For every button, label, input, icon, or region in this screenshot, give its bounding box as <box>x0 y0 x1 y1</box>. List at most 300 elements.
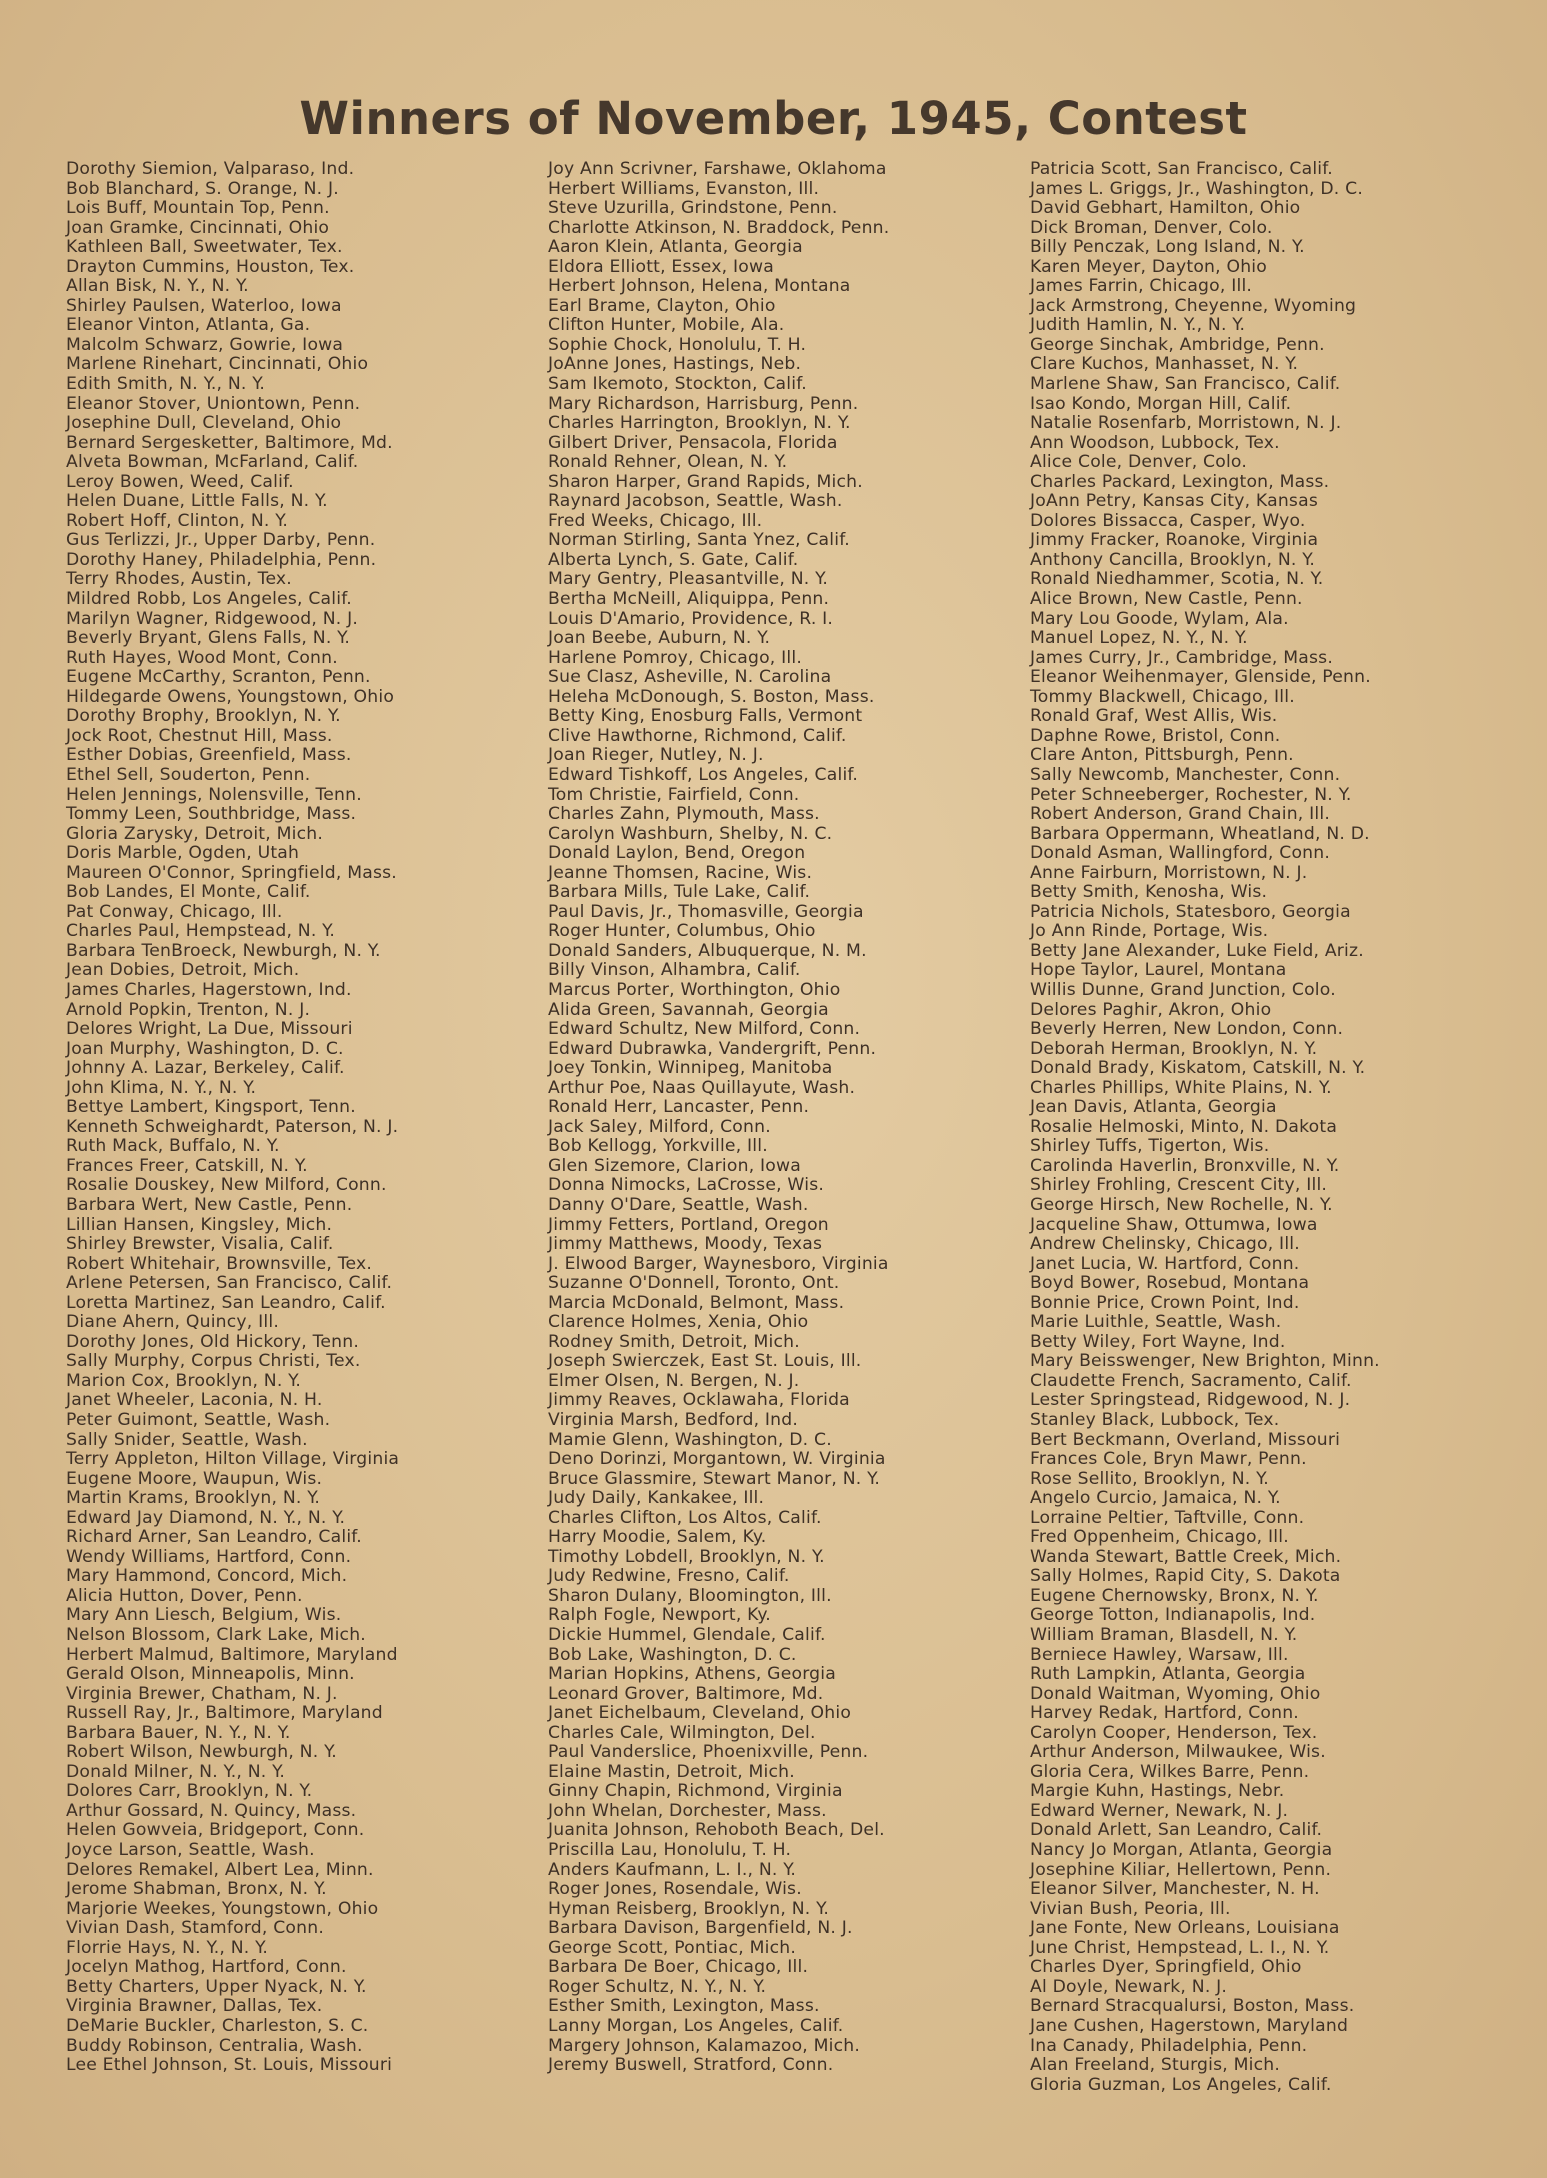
winner-entry: George Totton, Indianapolis, Ind. <box>1030 1605 1316 1626</box>
winner-entry: Willis Dunne, Grand Junction, Colo. <box>1030 979 1336 1000</box>
winner-entry: John Klima, N. Y., N. Y. <box>66 1077 257 1098</box>
winner-entry: Margery Johnson, Kalamazoo, Mich. <box>548 2035 861 2056</box>
winner-entry: DeMarie Buckler, Charleston, S. C. <box>66 2015 369 2036</box>
winner-entry: Pat Conway, Chicago, Ill. <box>66 901 283 922</box>
winner-entry: Clarence Holmes, Xenia, Ohio <box>548 1312 809 1333</box>
winner-entry: Frances Freer, Catskill, N. Y. <box>66 1155 308 1176</box>
winner-entry: Charles Harrington, Brooklyn, N. Y. <box>548 413 851 434</box>
winner-entry: Joan Murphy, Washington, D. C. <box>66 1038 344 1059</box>
winner-entry: JoAnn Petry, Kansas City, Kansas <box>1030 491 1318 512</box>
winner-entry: Bob Kellogg, Yorkville, Ill. <box>548 1136 768 1157</box>
winner-entry: Delores Remakel, Albert Lea, Minn. <box>66 1859 374 1880</box>
winner-entry: Leonard Grover, Baltimore, Md. <box>548 1683 824 1704</box>
winner-entry: Natalie Rosenfarb, Morristown, N. J. <box>1030 413 1342 434</box>
winner-entry: Joey Tonkin, Winnipeg, Manitoba <box>548 1058 833 1079</box>
winner-entry: Mary Richardson, Harrisburg, Penn. <box>548 393 859 414</box>
winner-entry: J. Elwood Barger, Waynesboro, Virginia <box>548 1253 889 1274</box>
winner-entry: Charles Cale, Wilmington, Del. <box>548 1722 816 1743</box>
winner-entry: Daphne Rowe, Bristol, Conn. <box>1030 725 1281 746</box>
winner-entry: Shirley Frohling, Crescent City, Ill. <box>1030 1175 1328 1196</box>
winner-entry: Jeanne Thomsen, Racine, Wis. <box>548 862 813 883</box>
winner-entry: Nancy Jo Morgan, Atlanta, Georgia <box>1030 1840 1333 1861</box>
winner-entry: Buddy Robinson, Centralia, Wash. <box>66 2035 363 2056</box>
winner-entry: Louis D'Amario, Providence, R. I. <box>548 608 834 629</box>
winner-entry: Lester Springstead, Ridgewood, N. J. <box>1030 1390 1351 1411</box>
winner-entry: Beverly Herren, New London, Conn. <box>1030 1019 1344 1040</box>
winner-entry: Bruce Glassmire, Stewart Manor, N. Y. <box>548 1468 880 1489</box>
winners-list <box>0 160 1547 2150</box>
winner-entry: Donald Waitman, Wyoming, Ohio <box>1030 1683 1321 1704</box>
winner-entry: Charles Clifton, Los Altos, Calif. <box>548 1507 822 1528</box>
winner-entry: Loretta Martinez, San Leandro, Calif. <box>66 1292 386 1313</box>
winner-entry: Kenneth Schweighardt, Paterson, N. J. <box>66 1116 399 1137</box>
winner-entry: Alicia Hutton, Dover, Penn. <box>66 1585 303 1606</box>
winner-entry: Marjorie Weekes, Youngstown, Ohio <box>66 1898 379 1919</box>
winner-entry: Ralph Fogle, Newport, Ky. <box>548 1605 771 1626</box>
winner-entry: Jimmy Fracker, Roanoke, Virginia <box>1030 530 1319 551</box>
winner-entry: Steve Uzurilla, Grindstone, Penn. <box>548 198 838 219</box>
winner-entry: Frances Cole, Bryn Mawr, Penn. <box>1030 1449 1307 1470</box>
winner-entry: Sam Ikemoto, Stockton, Calif. <box>548 374 807 395</box>
winner-entry: Mildred Robb, Los Angeles, Calif. <box>66 589 352 610</box>
winner-entry: Deno Dorinzi, Morgantown, W. Virginia <box>548 1449 886 1470</box>
winner-entry: Delores Paghir, Akron, Ohio <box>1030 999 1272 1020</box>
winner-entry: Heleha McDonough, S. Boston, Mass. <box>548 686 875 707</box>
winner-entry: Martin Krams, Brooklyn, N. Y. <box>66 1488 321 1509</box>
winner-entry: Eugene Chernowsky, Bronx, N. Y. <box>1030 1585 1319 1606</box>
winner-entry: Judith Hamlin, N. Y., N. Y. <box>1030 315 1246 336</box>
winner-entry: Ruth Lampkin, Atlanta, Georgia <box>1030 1664 1306 1685</box>
winner-entry: Donald Brady, Kiskatom, Catskill, N. Y. <box>1030 1058 1366 1079</box>
winner-entry: Claudette French, Sacramento, Calif. <box>1030 1370 1352 1391</box>
winner-entry: Marlene Rinehart, Cincinnati, Ohio <box>66 354 369 375</box>
winner-entry: Billy Penczak, Long Island, N. Y. <box>1030 237 1305 258</box>
winner-entry: Betty Charters, Upper Nyack, N. Y. <box>66 1976 367 1997</box>
winner-entry: Mary Gentry, Pleasantville, N. Y. <box>548 569 828 590</box>
winners-column-1 <box>66 160 516 2076</box>
winner-entry: Clare Anton, Pittsburgh, Penn. <box>1030 745 1294 766</box>
winner-entry: Sophie Chock, Honolulu, T. H. <box>548 334 807 355</box>
winner-entry: Dorothy Siemion, Valparaso, Ind. <box>66 159 355 179</box>
winner-entry: George Hirsch, New Rochelle, N. Y. <box>1030 1194 1333 1215</box>
winner-entry: Robert Hoff, Clinton, N. Y. <box>66 510 289 531</box>
winner-entry: David Gebhart, Hamilton, Ohio <box>1030 198 1301 219</box>
winner-entry: Anders Kaufmann, L. I., N. Y. <box>548 1859 797 1880</box>
winner-entry: Marcus Porter, Worthington, Ohio <box>548 979 841 1000</box>
winner-entry: Gloria Cera, Wilkes Barre, Penn. <box>1030 1761 1310 1782</box>
winner-entry: Danny O'Dare, Seattle, Wash. <box>548 1194 809 1215</box>
winner-entry: Eleanor Silver, Manchester, N. H. <box>1030 1879 1320 1900</box>
winner-entry: Alice Cole, Denver, Colo. <box>1030 452 1247 473</box>
winner-entry: Suzanne O'Donnell, Toronto, Ont. <box>548 1273 840 1294</box>
winner-entry: Judy Daily, Kankakee, Ill. <box>548 1488 765 1509</box>
winner-entry: Joyce Larson, Seattle, Wash. <box>66 1840 315 1861</box>
winner-entry: Marlene Shaw, San Francisco, Calif. <box>1030 374 1341 395</box>
winner-entry: Peter Schneeberger, Rochester, N. Y. <box>1030 784 1352 805</box>
winner-entry: Jo Ann Rinde, Portage, Wis. <box>1030 921 1269 942</box>
winner-entry: Donald Laylon, Bend, Oregon <box>548 843 806 864</box>
winner-entry: Eugene McCarthy, Scranton, Penn. <box>66 667 371 688</box>
winner-entry: Drayton Cummins, Houston, Tex. <box>66 256 355 277</box>
winner-entry: Mary Lou Goode, Wylam, Ala. <box>1030 608 1289 629</box>
winner-entry: Ruth Hayes, Wood Mont, Conn. <box>66 647 338 668</box>
winner-entry: Bonnie Price, Crown Point, Ind. <box>1030 1292 1300 1313</box>
winner-entry: Virginia Brewer, Chatham, N. J. <box>66 1683 338 1704</box>
winner-entry: Doris Marble, Ogden, Utah <box>66 843 300 864</box>
winner-entry: Jane Cushen, Hagerstown, Maryland <box>1030 2015 1349 2036</box>
winner-entry: Jock Root, Chestnut Hill, Mass. <box>66 725 333 746</box>
winner-entry: Jack Armstrong, Cheyenne, Wyoming <box>1030 295 1357 316</box>
winner-entry: Barbara Bauer, N. Y., N. Y. <box>66 1722 291 1743</box>
winner-entry: Marie Luithle, Seattle, Wash. <box>1030 1312 1282 1333</box>
winner-entry: JoAnne Jones, Hastings, Neb. <box>548 354 802 375</box>
winner-entry: Bernard Sergesketter, Baltimore, Md. <box>66 432 393 453</box>
winner-entry: Andrew Chelinsky, Chicago, Ill. <box>1030 1234 1300 1255</box>
winner-entry: Bernard Stracqualursi, Boston, Mass. <box>1030 1996 1355 2017</box>
winner-entry: George Scott, Pontiac, Mich. <box>548 1937 796 1958</box>
winner-entry: Paul Vanderslice, Phoenixville, Penn. <box>548 1742 869 1763</box>
winner-entry: Janet Lucia, W. Hartford, Conn. <box>1030 1253 1300 1274</box>
winner-entry: William Braman, Blasdell, N. Y. <box>1030 1625 1298 1646</box>
winner-entry: Shirley Paulsen, Waterloo, Iowa <box>66 295 342 316</box>
winner-entry: Bob Landes, El Monte, Calif. <box>66 882 311 903</box>
winner-entry: Barbara TenBroeck, Newburgh, N. Y. <box>66 940 381 961</box>
winner-entry: Donna Nimocks, LaCrosse, Wis. <box>548 1175 825 1196</box>
winner-entry: Arthur Poe, Naas Quillayute, Wash. <box>548 1077 856 1098</box>
winner-entry: Charles Phillips, White Plains, N. Y. <box>1030 1077 1332 1098</box>
winner-entry: Al Doyle, Newark, N. J. <box>1030 1976 1228 1997</box>
winner-entry: Edward Dubrawka, Vandergrift, Penn. <box>548 1038 877 1059</box>
winner-entry: Dolores Bissacca, Casper, Wyo. <box>1030 510 1306 531</box>
winner-entry: Ethel Sell, Souderton, Penn. <box>66 764 311 785</box>
winner-entry: Betty Smith, Kenosha, Wis. <box>1030 882 1268 903</box>
winner-entry: Anne Fairburn, Morristown, N. J. <box>1030 862 1308 883</box>
winner-entry: Robert Whitehair, Brownsville, Tex. <box>66 1253 372 1274</box>
winner-entry: Sharon Harper, Grand Rapids, Mich. <box>548 471 863 492</box>
winner-entry: Clare Kuchos, Manhasset, N. Y. <box>1030 354 1299 375</box>
winner-entry: Alveta Bowman, McFarland, Calif. <box>66 452 359 473</box>
winner-entry: Ronald Niedhammer, Scotia, N. Y. <box>1030 569 1324 590</box>
winner-entry: Juanita Johnson, Rehoboth Beach, Del. <box>548 1820 885 1841</box>
winner-entry: Marcia McDonald, Belmont, Mass. <box>548 1292 845 1313</box>
winner-entry: Donald Arlett, San Leandro, Calif. <box>1030 1820 1323 1841</box>
winner-entry: Marion Cox, Brooklyn, N. Y. <box>66 1370 302 1391</box>
winner-entry: Charles Paul, Hempstead, N. Y. <box>66 921 336 942</box>
winner-entry: Nelson Blossom, Clark Lake, Mich. <box>66 1625 366 1646</box>
winner-entry: James Charles, Hagerstown, Ind. <box>66 979 352 1000</box>
winner-entry: Lorraine Peltier, Taftville, Conn. <box>1030 1507 1305 1528</box>
winner-entry: Elmer Olsen, N. Bergen, N. J. <box>548 1370 800 1391</box>
winner-entry: Rodney Smith, Detroit, Mich. <box>548 1331 800 1352</box>
winner-entry: Helen Gowveia, Bridgeport, Conn. <box>66 1820 365 1841</box>
winner-entry: Aaron Klein, Atlanta, Georgia <box>548 237 803 258</box>
winner-entry: Alberta Lynch, S. Gate, Calif. <box>548 549 799 570</box>
winner-entry: Vivian Bush, Peoria, Ill. <box>1030 1898 1231 1919</box>
winner-entry: Shirley Tuffs, Tigerton, Wis. <box>1030 1136 1270 1157</box>
winner-entry: Eugene Moore, Waupun, Wis. <box>66 1468 323 1489</box>
winner-entry: Carolinda Haverlin, Bronxville, N. Y. <box>1030 1155 1340 1176</box>
winner-entry: Peter Guimont, Seattle, Wash. <box>66 1410 331 1430</box>
winner-entry: Herbert Williams, Evanston, Ill. <box>548 178 820 199</box>
winner-entry: Arnold Popkin, Trenton, N. J. <box>66 999 311 1020</box>
winner-entry: Raynard Jacobson, Seattle, Wash. <box>548 491 843 512</box>
winner-entry: Arthur Gossard, N. Quincy, Mass. <box>66 1800 357 1821</box>
winner-entry: Sharon Dulany, Bloomington, Ill. <box>548 1585 832 1606</box>
winner-entry: Marian Hopkins, Athens, Georgia <box>548 1664 836 1685</box>
winner-entry: Bert Beckmann, Overland, Missouri <box>1030 1429 1341 1450</box>
winner-entry: Stanley Black, Lubbock, Tex. <box>1030 1410 1280 1430</box>
winner-entry: Paul Davis, Jr., Thomasville, Georgia <box>548 901 864 922</box>
winner-entry: Bob Lake, Washington, D. C. <box>548 1644 797 1665</box>
winner-entry: Jack Saley, Milford, Conn. <box>548 1116 771 1137</box>
winner-entry: Bettye Lambert, Kingsport, Tenn. <box>66 1097 356 1118</box>
winner-entry: Eleanor Stover, Uniontown, Penn. <box>66 393 361 414</box>
winner-entry: Manuel Lopez, N. Y., N. Y. <box>1030 628 1248 649</box>
winner-entry: Allan Bisk, N. Y., N. Y. <box>66 276 249 297</box>
winner-entry: Florrie Hays, N. Y., N. Y. <box>66 1937 268 1958</box>
winner-entry: Clifton Hunter, Mobile, Ala. <box>548 315 785 336</box>
winner-entry: Virginia Marsh, Bedford, Ind. <box>548 1410 799 1430</box>
winner-entry: Jane Fonte, New Orleans, Louisiana <box>1030 1918 1340 1939</box>
winner-entry: Dorothy Brophy, Brooklyn, N. Y. <box>66 706 341 727</box>
winner-entry: Alida Green, Savannah, Georgia <box>548 999 829 1020</box>
winner-entry: Hyman Reisberg, Brooklyn, N. Y. <box>548 1898 829 1919</box>
winner-entry: Diane Ahern, Quincy, Ill. <box>66 1312 280 1333</box>
winner-entry: Elaine Mastin, Detroit, Mich. <box>548 1761 795 1782</box>
winner-entry: Jean Davis, Atlanta, Georgia <box>1030 1097 1277 1118</box>
winner-entry: Janet Eichelbaum, Cleveland, Ohio <box>548 1703 852 1724</box>
winner-entry: Priscilla Lau, Honolulu, T. H. <box>548 1840 792 1861</box>
winner-entry: Barbara Mills, Tule Lake, Calif. <box>548 882 811 903</box>
winner-entry: Johnny A. Lazar, Berkeley, Calif. <box>66 1058 345 1079</box>
winner-entry: Kathleen Ball, Sweetwater, Tex. <box>66 237 343 258</box>
page-title: Winners of November, 1945, Contest <box>299 92 1248 145</box>
winner-entry: Gilbert Driver, Pensacola, Florida <box>548 432 838 453</box>
winner-entry: Jimmy Reaves, Ocklawaha, Florida <box>548 1390 850 1411</box>
winner-entry: Barbara Davison, Bargenfield, N. J. <box>548 1918 853 1939</box>
winner-entry: Leroy Bowen, Weed, Calif. <box>66 471 294 492</box>
winner-entry: Boyd Bower, Rosebud, Montana <box>1030 1273 1310 1294</box>
winner-entry: Dorothy Jones, Old Hickory, Tenn. <box>66 1331 360 1352</box>
winner-entry: Richard Arner, San Leandro, Calif. <box>66 1527 362 1548</box>
winner-entry: Mary Hammond, Concord, Mich. <box>66 1566 348 1587</box>
winner-entry: Rosalie Douskey, New Milford, Conn. <box>66 1175 387 1196</box>
winner-entry: Josephine Kiliar, Hellertown, Penn. <box>1030 1859 1332 1880</box>
winner-entry: Isao Kondo, Morgan Hill, Calif. <box>1030 393 1292 414</box>
winner-entry: Betty Jane Alexander, Luke Field, Ariz. <box>1030 940 1364 961</box>
winner-entry: Russell Ray, Jr., Baltimore, Maryland <box>66 1703 383 1724</box>
winner-entry: Ann Woodson, Lubbock, Tex. <box>1030 432 1280 453</box>
winner-entry: Ronald Herr, Lancaster, Penn. <box>548 1097 810 1118</box>
winner-entry: Timothy Lobdell, Brooklyn, N. Y. <box>548 1546 825 1567</box>
winner-entry: Barbara De Boer, Chicago, Ill. <box>548 1957 809 1978</box>
winner-entry: Jean Dobies, Detroit, Mich. <box>66 960 300 981</box>
winner-entry: Norman Stirling, Santa Ynez, Calif. <box>548 530 850 551</box>
winner-entry: Charles Dyer, Springfield, Ohio <box>1030 1957 1302 1978</box>
winner-entry: Marilyn Wagner, Ridgewood, N. J. <box>66 608 359 629</box>
winner-entry: Earl Brame, Clayton, Ohio <box>548 295 776 316</box>
winner-entry: George Sinchak, Ambridge, Penn. <box>1030 334 1325 355</box>
winner-entry: Virginia Brawner, Dallas, Tex. <box>66 1996 323 2017</box>
winner-entry: James Farrin, Chicago, Ill. <box>1030 276 1253 297</box>
winner-entry: Sally Snider, Seattle, Wash. <box>66 1429 308 1450</box>
winner-entry: Herbert Malmud, Baltimore, Maryland <box>66 1644 398 1665</box>
winner-entry: Jimmy Matthews, Moody, Texas <box>548 1234 823 1255</box>
winner-entry: Wendy Williams, Hartford, Conn. <box>66 1546 352 1567</box>
winner-entry: Roger Schultz, N. Y., N. Y. <box>548 1976 767 1997</box>
winner-entry: Joan Gramke, Cincinnati, Ohio <box>66 217 330 238</box>
winner-entry: Gerald Olson, Minneapolis, Minn. <box>66 1664 355 1685</box>
winner-entry: Robert Wilson, Newburgh, N. Y. <box>66 1742 337 1763</box>
winner-entry: Jeremy Buswell, Stratford, Conn. <box>548 2055 834 2076</box>
winner-entry: James L. Griggs, Jr., Washington, D. C. <box>1030 178 1364 199</box>
winner-entry: Mary Ann Liesch, Belgium, Wis. <box>66 1605 342 1626</box>
winner-entry: Berniece Hawley, Warsaw, Ill. <box>1030 1644 1289 1665</box>
winner-entry: Eldora Elliott, Essex, Iowa <box>548 256 774 277</box>
winner-entry: Terry Rhodes, Austin, Tex. <box>66 569 292 590</box>
winner-entry: Anthony Cancilla, Brooklyn, N. Y. <box>1030 549 1316 570</box>
winner-entry: Donald Milner, N. Y., N. Y. <box>66 1761 286 1782</box>
winner-entry: Edward Schultz, New Milford, Conn. <box>548 1019 861 1040</box>
winner-entry: Ronald Graf, West Allis, Wis. <box>1030 706 1278 727</box>
winner-entry: Sally Newcomb, Manchester, Conn. <box>1030 764 1341 785</box>
winner-entry: Sally Holmes, Rapid City, S. Dakota <box>1030 1566 1341 1587</box>
winner-entry: Tommy Leen, Southbridge, Mass. <box>66 804 357 825</box>
winner-entry: Lois Buff, Mountain Top, Penn. <box>66 198 330 219</box>
winner-entry: Edward Tishkoff, Los Angeles, Calif. <box>548 764 859 785</box>
winner-entry: Dolores Carr, Brooklyn, N. Y. <box>66 1781 313 1802</box>
winners-column-3 <box>1030 160 1490 2095</box>
winner-entry: Helen Duane, Little Falls, N. Y. <box>66 491 328 512</box>
winner-entry: Gus Terlizzi, Jr., Upper Darby, Penn. <box>66 530 376 551</box>
winner-entry: Charles Packard, Lexington, Mass. <box>1030 471 1330 492</box>
winners-column-2 <box>548 160 998 2076</box>
winner-entry: Delores Wright, La Due, Missouri <box>66 1019 353 1040</box>
winner-entry: Fred Weeks, Chicago, Ill. <box>548 510 763 531</box>
winner-entry: Bertha McNeill, Aliquippa, Penn. <box>548 589 830 610</box>
winner-entry: Clive Hawthorne, Richmond, Calif. <box>548 725 847 746</box>
winner-entry: Harvey Redak, Hartford, Conn. <box>1030 1703 1299 1724</box>
winner-entry: Mamie Glenn, Washington, D. C. <box>548 1429 832 1450</box>
winner-entry: Joan Beebe, Auburn, N. Y. <box>548 628 771 649</box>
winner-entry: Edward Jay Diamond, N. Y., N. Y. <box>66 1507 346 1528</box>
winner-entry: Arthur Anderson, Milwaukee, Wis. <box>1030 1742 1326 1763</box>
winner-entry: Hildegarde Owens, Youngstown, Ohio <box>66 686 395 707</box>
winner-entry: Arlene Petersen, San Francisco, Calif. <box>66 1273 393 1294</box>
winner-entry: John Whelan, Dorchester, Mass. <box>548 1800 827 1821</box>
winner-entry: Patricia Scott, San Francisco, Calif. <box>1030 159 1333 179</box>
winner-entry: Josephine Dull, Cleveland, Ohio <box>66 413 342 434</box>
winner-entry: Hope Taylor, Laurel, Montana <box>1030 960 1287 981</box>
winner-entry: Eleanor Vinton, Atlanta, Ga. <box>66 315 311 336</box>
winner-entry: Rose Sellito, Brooklyn, N. Y. <box>1030 1468 1269 1489</box>
winner-entry: Jacqueline Shaw, Ottumwa, Iowa <box>1030 1214 1318 1235</box>
winner-entry: Donald Asman, Wallingford, Conn. <box>1030 843 1331 864</box>
winner-entry: Esther Smith, Lexington, Mass. <box>548 1996 820 2017</box>
winner-entry: Rosalie Helmoski, Minto, N. Dakota <box>1030 1116 1338 1137</box>
winner-entry: Ronald Rehner, Olean, N. Y. <box>548 452 788 473</box>
winner-entry: Mary Beisswenger, New Brighton, Minn. <box>1030 1351 1380 1372</box>
winner-entry: Herbert Johnson, Helena, Montana <box>548 276 851 297</box>
winner-entry: Jocelyn Mathog, Hartford, Conn. <box>66 1957 347 1978</box>
winner-entry: Alice Brown, New Castle, Penn. <box>1030 589 1303 610</box>
winner-entry: Judy Redwine, Fresno, Calif. <box>548 1566 790 1587</box>
winner-entry: Helen Jennings, Nolensville, Tenn. <box>66 784 362 805</box>
winner-entry: Charles Zahn, Plymouth, Mass. <box>548 804 820 825</box>
winner-entry: Betty Wiley, Fort Wayne, Ind. <box>1030 1331 1286 1352</box>
winner-entry: Joy Ann Scrivner, Farshawe, Oklahoma <box>548 159 887 179</box>
winner-entry: Dick Broman, Denver, Colo. <box>1030 217 1273 238</box>
winner-entry: Terry Appleton, Hilton Village, Virginia <box>66 1449 400 1470</box>
winner-entry: Billy Vinson, Alhambra, Calif. <box>548 960 801 981</box>
winner-entry: Edward Werner, Newark, N. J. <box>1030 1800 1289 1821</box>
winner-entry: Malcolm Schwarz, Gowrie, Iowa <box>66 334 344 355</box>
winner-entry: Janet Wheeler, Laconia, N. H. <box>66 1390 323 1411</box>
winner-entry: Wanda Stewart, Battle Creek, Mich. <box>1030 1546 1342 1567</box>
winner-entry: Eleanor Weihenmayer, Glenside, Penn. <box>1030 667 1371 688</box>
winner-entry: Roger Jones, Rosendale, Wis. <box>548 1879 802 1900</box>
winner-entry: Carolyn Washburn, Shelby, N. C. <box>548 823 833 844</box>
winner-entry: Shirley Brewster, Visalia, Calif. <box>66 1234 334 1255</box>
winner-entry: Dorothy Haney, Philadelphia, Penn. <box>66 549 377 570</box>
winner-entry: Gloria Zarysky, Detroit, Mich. <box>66 823 323 844</box>
winner-entry: Harry Moodie, Salem, Ky. <box>548 1527 767 1548</box>
winner-entry: Tom Christie, Fairfield, Conn. <box>548 784 800 805</box>
winner-entry: Esther Dobias, Greenfield, Mass. <box>66 745 352 766</box>
winner-entry: Lee Ethel Johnson, St. Louis, Missouri <box>66 2055 393 2076</box>
winner-entry: June Christ, Hempstead, L. I., N. Y. <box>1030 1937 1330 1958</box>
winner-entry: Harlene Pomroy, Chicago, Ill. <box>548 647 803 668</box>
winner-entry: Dickie Hummel, Glendale, Calif. <box>548 1625 826 1646</box>
winner-entry: Karen Meyer, Dayton, Ohio <box>1030 256 1267 277</box>
winner-entry: Edith Smith, N. Y., N. Y. <box>66 374 266 395</box>
winner-entry: Joan Rieger, Nutley, N. J. <box>548 745 764 766</box>
winner-entry: Tommy Blackwell, Chicago, Ill. <box>1030 686 1295 707</box>
winner-entry: Robert Anderson, Grand Chain, Ill. <box>1030 804 1331 825</box>
winner-entry: Joseph Swierczek, East St. Louis, Ill. <box>548 1351 862 1372</box>
winner-entry: Patricia Nichols, Statesboro, Georgia <box>1030 901 1351 922</box>
winner-entry: Ina Canady, Philadelphia, Penn. <box>1030 2035 1308 2056</box>
winner-entry: Barbara Wert, New Castle, Penn. <box>66 1194 353 1215</box>
winner-entry: Glen Sizemore, Clarion, Iowa <box>548 1155 802 1176</box>
winner-entry: Betty King, Enosburg Falls, Vermont <box>548 706 863 727</box>
winner-entry: Charlotte Atkinson, N. Braddock, Penn. <box>548 217 890 238</box>
winner-entry: Vivian Dash, Stamford, Conn. <box>66 1918 324 1939</box>
winner-entry: Deborah Herman, Brooklyn, N. Y. <box>1030 1038 1318 1059</box>
winner-entry: Alan Freeland, Sturgis, Mich. <box>1030 2055 1281 2076</box>
winner-entry: Maureen O'Connor, Springfield, Mass. <box>66 862 397 883</box>
winner-entry: Donald Sanders, Albuquerque, N. M. <box>548 940 867 961</box>
winner-entry: Sue Clasz, Asheville, N. Carolina <box>548 667 832 688</box>
winner-entry: Carolyn Cooper, Henderson, Tex. <box>1030 1722 1318 1743</box>
winner-entry: Barbara Oppermann, Wheatland, N. D. <box>1030 823 1370 844</box>
winner-entry: Fred Oppenheim, Chicago, Ill. <box>1030 1527 1289 1548</box>
winner-entry: Jimmy Fetters, Portland, Oregon <box>548 1214 829 1235</box>
winner-entry: Roger Hunter, Columbus, Ohio <box>548 921 816 942</box>
winner-entry: Ruth Mack, Buffalo, N. Y. <box>66 1136 280 1157</box>
winner-entry: Beverly Bryant, Glens Falls, N. Y. <box>66 628 351 649</box>
winner-entry: Ginny Chapin, Richmond, Virginia <box>548 1781 843 1802</box>
winner-entry: Margie Kuhn, Hastings, Nebr. <box>1030 1781 1285 1802</box>
winner-entry: Gloria Guzman, Los Angeles, Calif. <box>1030 2074 1332 2095</box>
winner-entry: Lillian Hansen, Kingsley, Mich. <box>66 1214 333 1235</box>
winner-entry: James Curry, Jr., Cambridge, Mass. <box>1030 647 1333 668</box>
winner-entry: Angelo Curcio, Jamaica, N. Y. <box>1030 1488 1281 1509</box>
winner-entry: Lanny Morgan, Los Angeles, Calif. <box>548 2015 844 2036</box>
winner-entry: Sally Murphy, Corpus Christi, Tex. <box>66 1351 361 1372</box>
winner-entry: Jerome Shabman, Bronx, N. Y. <box>66 1879 327 1900</box>
winner-entry: Bob Blanchard, S. Orange, N. J. <box>66 178 339 199</box>
